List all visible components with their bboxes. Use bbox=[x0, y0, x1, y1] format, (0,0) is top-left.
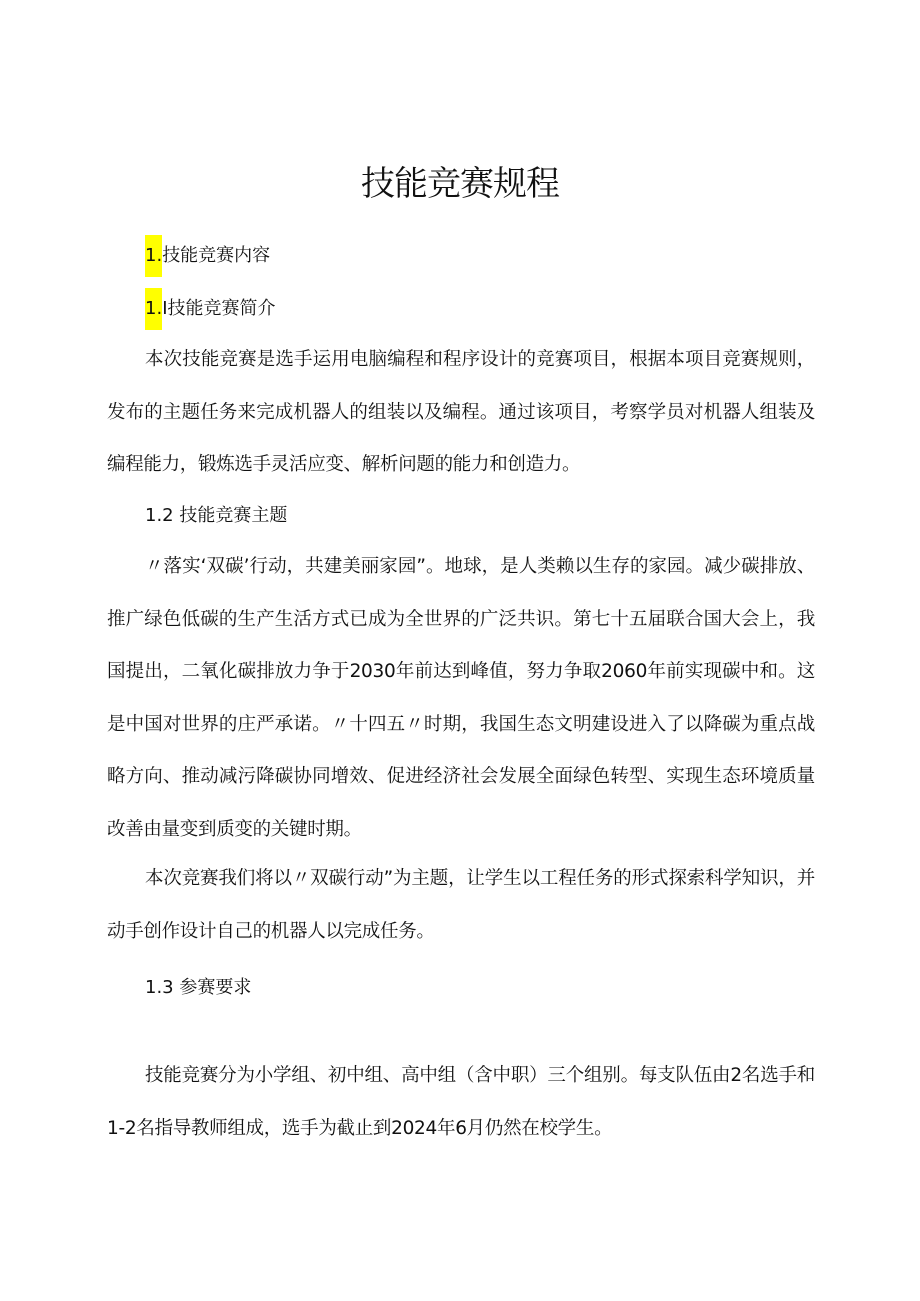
highlighted-section-number: 1. bbox=[145, 288, 162, 330]
paragraph-theme-2: 本次竞赛我们将以〃双碳行动”为主题，让学生以工程任务的形式探索科学知识，并动手创作设计自己的机器人以完成任务。 bbox=[107, 868, 815, 942]
paragraph-requirements: 技能竞赛分为小学组、初中组、高中组（含中职）三个组别。每支队伍由2名选手和1-2名指导教师组成，选手为截止到2024年6月仍然在校学生。 bbox=[107, 1065, 815, 1139]
section-heading-1-2: 1.2 技能竞赛主题 bbox=[145, 505, 288, 526]
paragraph-intro: 本次技能竞赛是选手运用电脑编程和程序设计的竞赛项目，根据本项目竞赛规则，发布的主题任务来完成机器人的组装以及编程。通过该项目，考察学员对机器人组装及编程能力，锻炼选手灵活应变、解析问题的能力和创造力。 bbox=[107, 349, 815, 475]
section-heading-label: I技能竞赛简介 bbox=[162, 298, 276, 319]
paragraph-theme: 〃落实‘双碳’行动，共建美丽家园”。地球，是人类赖以生存的家园。减少碳排放、推广绿色低碳的生产生活方式已成为全世界的广泛共识。第七十五届联合国大会上，我国提出，二氧化碳排放力争于2030年前达到峰值，努力争取2060年前实现碳中和。这是中国对世界的庄严承诺。〃十四五〃时期，我国生态文明建设进入了以降碳为重点战略方向、推动减污降碳协同增效、促进经济社会发展全面绿色转型、实现生态环境质量改善由量变到质变的关键时期。 bbox=[107, 556, 815, 840]
section-heading-1-1 bbox=[145, 296, 276, 330]
document-title: 技能竞赛规程 bbox=[361, 164, 559, 204]
section-heading-label: 技能竞赛内容 bbox=[162, 245, 271, 266]
section-heading-1-3: 1.3 参赛要求 bbox=[145, 977, 252, 998]
section-heading-1 bbox=[145, 243, 270, 277]
highlighted-section-number: 1. bbox=[145, 235, 162, 277]
